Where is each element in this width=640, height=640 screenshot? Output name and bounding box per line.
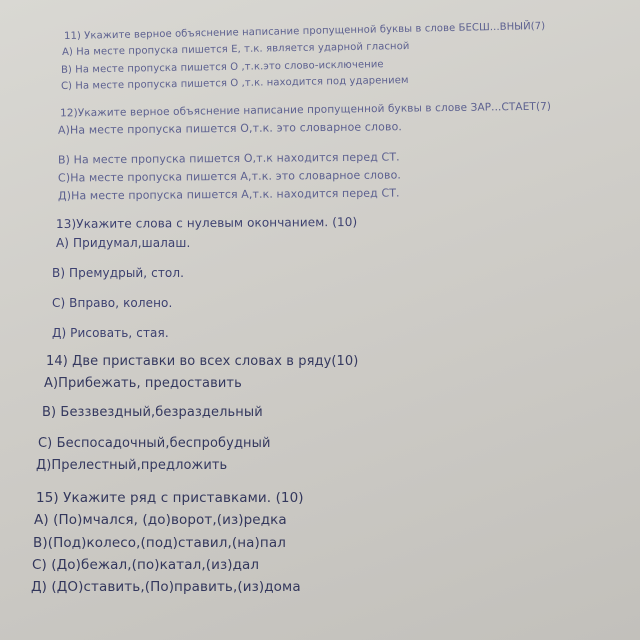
q14-option-c: С) Беспосадочный,беспробудный <box>38 436 271 451</box>
q11-option-b: В) На месте пропуска пишется О ,т.к.это слово-исключение <box>60 59 384 76</box>
q13-option-a: А) Придумал,шалаш. <box>56 236 191 250</box>
q12-option-d: Д)На месте пропуска пишется А,т.к. находится перед СТ. <box>57 186 400 203</box>
q12-option-c: С)На месте пропуска пишется А,т.к. это словарное слово. <box>57 168 402 185</box>
q11-option-a: А) На месте пропуска пишется Е, т.к. является ударной гласной <box>61 40 410 59</box>
q13-question: 13)Укажите слова с нулевым окончанием. (10) <box>55 214 358 232</box>
q12-option-a: А)На месте пропуска пишется О,т.к. это словарное слово. <box>57 120 403 137</box>
q13-option-c: С) Вправо, колено. <box>52 296 173 310</box>
q11-question: 11) Укажите верное объяснение написание пропущенной буквы в слове БЕСШ...ВНЫЙ(7) <box>63 20 546 43</box>
q14-question: 14) Две приставки во всех словах в ряду(10) <box>46 354 359 369</box>
q11-option-c: С) На месте пропуска пишется О ,т.к. находится под ударением <box>60 74 409 93</box>
q12-question: 12)Укажите верное объяснение написание пропущенной буквы в слове ЗАР...СТАЕТ(7) <box>59 100 552 120</box>
q14-option-b: В) Беззвездный,безраздельный <box>42 405 263 420</box>
q15-option-b: В)(Под)колесо,(под)ставил,(на)пал <box>33 535 286 551</box>
q13-option-b: В) Премудрый, стол. <box>52 266 185 280</box>
q15-option-a: А) (По)мчался, (до)ворот,(из)редка <box>34 512 287 528</box>
q14-option-d: Д)Прелестный,предложить <box>36 458 228 473</box>
q15-question: 15) Укажите ряд с приставками. (10) <box>36 490 304 506</box>
q15-option-d: Д) (ДО)ставить,(По)править,(из)дома <box>31 579 301 595</box>
q13-option-d: Д) Рисовать, стая. <box>52 326 169 340</box>
q15-option-c: С) (До)бежал,(по)катал,(из)дал <box>32 557 260 573</box>
q14-option-a: А)Прибежать, предоставить <box>44 376 242 391</box>
q12-option-b: В) На месте пропуска пишется О,т.к находится перед СТ. <box>57 150 400 167</box>
